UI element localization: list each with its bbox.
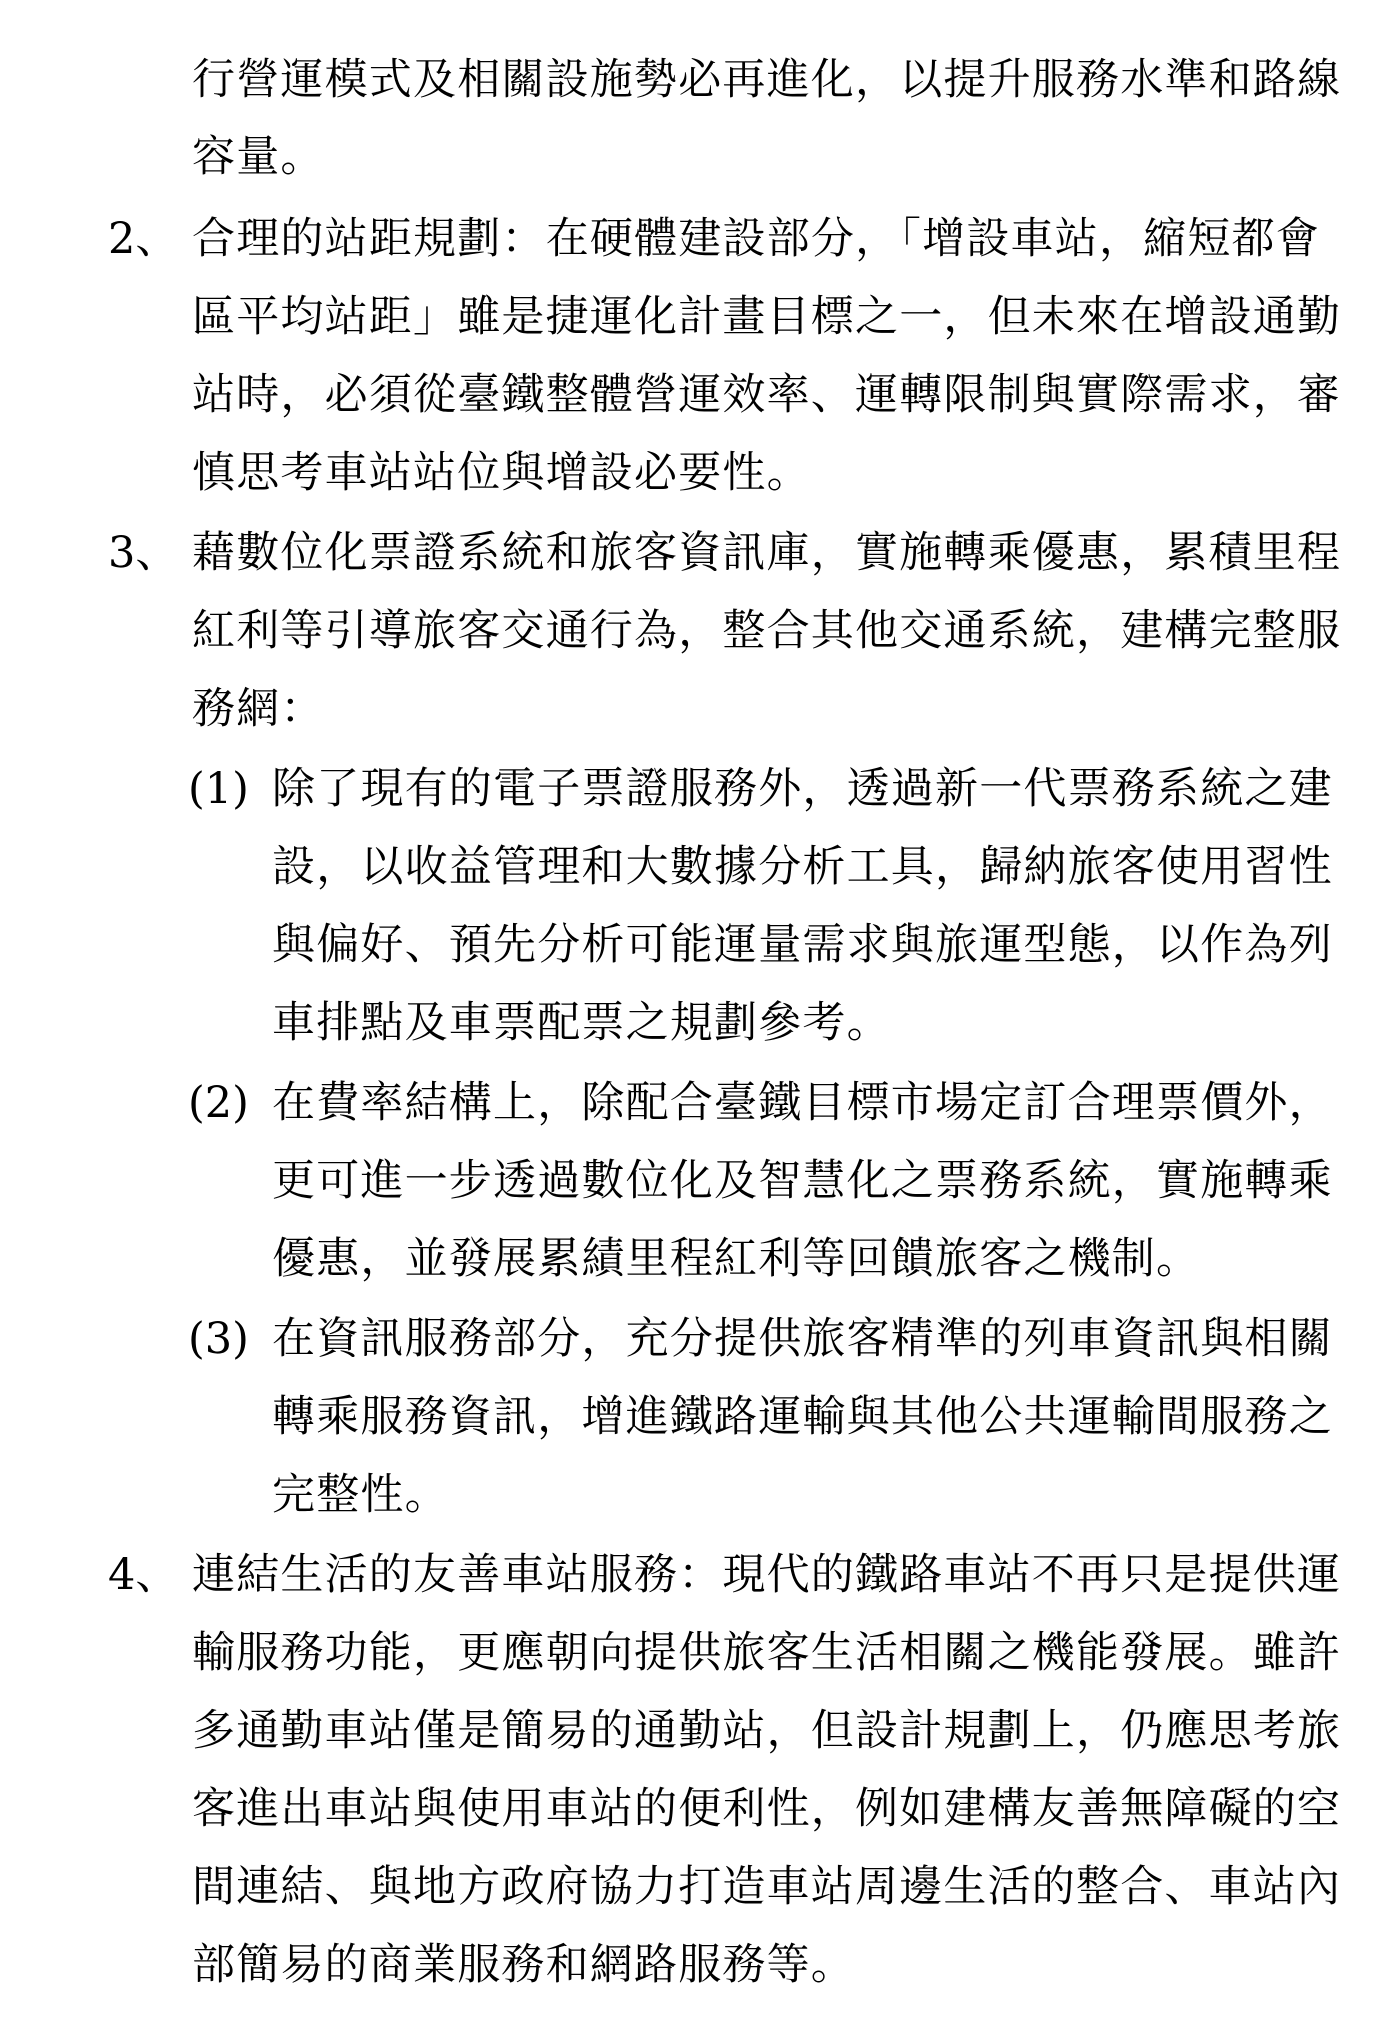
paragraph-line: 與偏好、預先分析可能運量需求與旅運型態，以作為列 [272,920,1333,970]
paragraph-line: 車排點及車票配票之規劃參考。 [272,998,891,1048]
paragraph-line: 在費率結構上，除配合臺鐵目標市場定訂合理票價外， [272,1078,1333,1128]
paragraph-line: 紅利等引導旅客交通行為，整合其他交通系統，建構完整服 [192,606,1342,656]
sublist-number: (2) [188,1078,249,1128]
paragraph-line: 設，以收益管理和大數據分析工具，歸納旅客使用習性 [272,842,1333,892]
list-number: 2、 [108,214,179,264]
paragraph-line: 站時，必須從臺鐵整體營運效率、運轉限制與實際需求，審 [192,370,1342,420]
paragraph-line: 完整性。 [272,1470,449,1520]
paragraph-line: 更可進一步透過數位化及智慧化之票務系統，實施轉乘 [272,1156,1333,1206]
list-number: 4、 [108,1550,179,1600]
paragraph-line: 間連結、與地方政府協力打造車站周邊生活的整合、車站內 [192,1862,1342,1912]
paragraph-line: 連結生活的友善車站服務：現代的鐵路車站不再只是提供運 [192,1550,1342,1600]
paragraph-line: 客進出車站與使用車站的便利性，例如建構友善無障礙的空 [192,1784,1342,1834]
paragraph-line: 多通勤車站僅是簡易的通勤站，但設計規劃上，仍應思考旅 [192,1706,1342,1756]
paragraph-line: 區平均站距」雖是捷運化計畫目標之一，但未來在增設通勤 [192,292,1342,342]
paragraph-line: 行營運模式及相關設施勢必再進化，以提升服務水準和路線 [192,55,1342,105]
paragraph-line: 除了現有的電子票證服務外，透過新一代票務系統之建 [272,764,1333,814]
paragraph-line: 務網： [192,684,325,734]
paragraph-line: 部簡易的商業服務和網路服務等。 [192,1940,855,1990]
paragraph-line: 輸服務功能，更應朝向提供旅客生活相關之機能發展。雖許 [192,1628,1342,1678]
paragraph-line: 合理的站距規劃：在硬體建設部分，「增設車站，縮短都會 [192,214,1320,264]
sublist-number: (1) [188,764,249,814]
sublist-number: (3) [188,1314,249,1364]
paragraph-line: 慎思考車站站位與增設必要性。 [192,448,811,498]
paragraph-line: 藉數位化票證系統和旅客資訊庫，實施轉乘優惠，累積里程 [192,528,1342,578]
paragraph-line: 轉乘服務資訊，增進鐵路運輸與其他公共運輸間服務之 [272,1392,1333,1442]
paragraph-line: 在資訊服務部分，充分提供旅客精準的列車資訊與相關 [272,1314,1333,1364]
paragraph-line: 容量。 [192,132,325,182]
paragraph-line: 優惠，並發展累績里程紅利等回饋旅客之機制。 [272,1234,1201,1284]
list-number: 3、 [108,528,179,578]
